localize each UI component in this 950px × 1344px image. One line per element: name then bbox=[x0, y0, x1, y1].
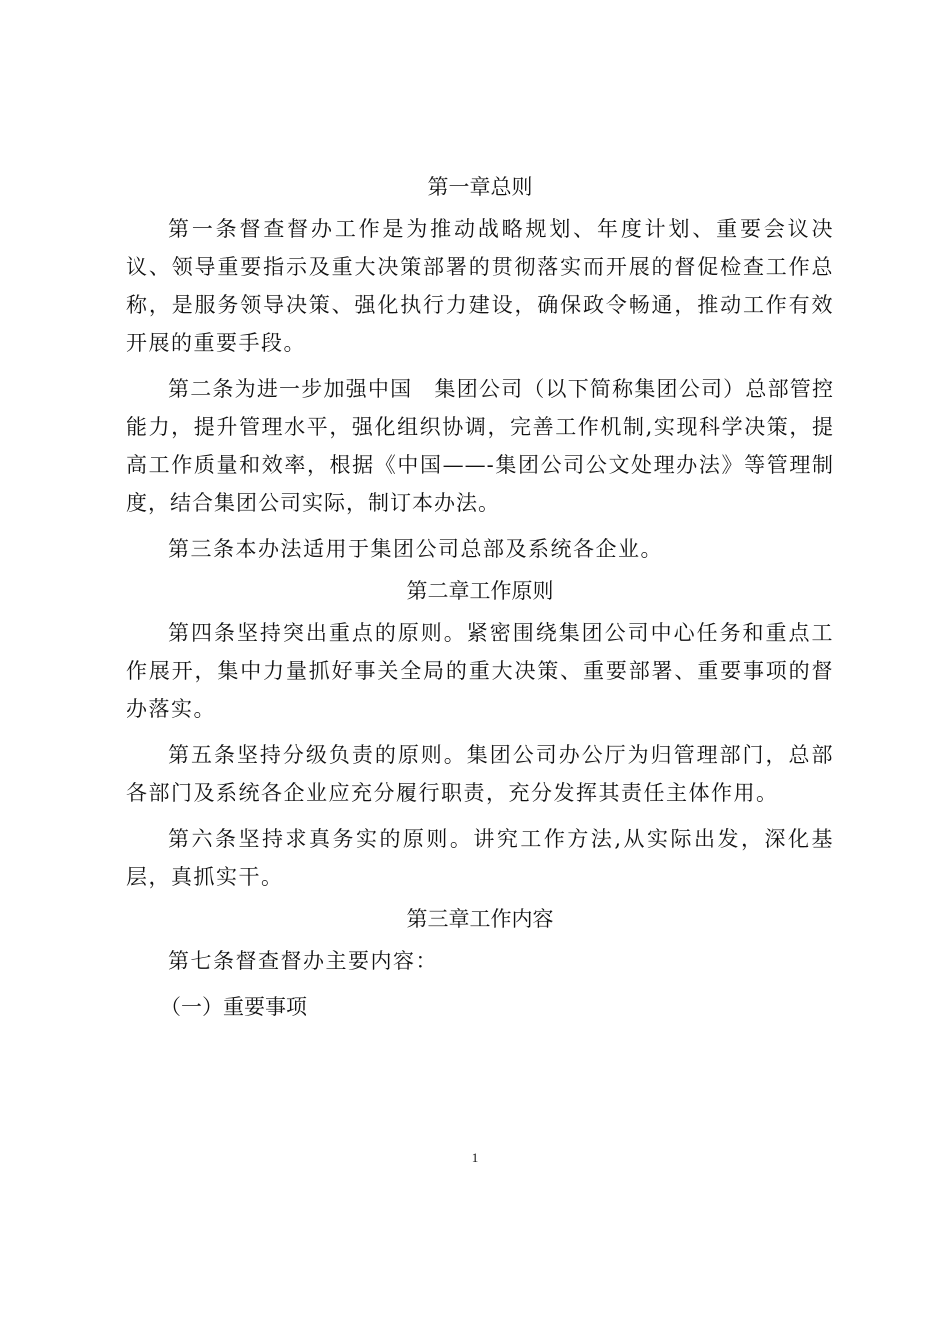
article-5: 第五条坚持分级负责的原则。集团公司办公厅为归管理部门，总部各部门及系统各企业应充分履行职责，充分发挥其责任主体作用。 bbox=[126, 743, 834, 805]
chapter-2-title: 第二章工作原则 bbox=[406, 579, 554, 603]
page-number: 1 bbox=[471, 1150, 479, 1165]
article-1: 第一条督查督办工作是为推动战略规划、年度计划、重要会议决议、领导重要指示及重大决策部署的贯彻落实而开展的督促检查工作总称，是服务领导决策、强化执行力建设，确保政令畅通，推动工作有效开展的重要手段。 bbox=[126, 217, 834, 355]
article-7: 第七条督查督办主要内容： bbox=[168, 949, 438, 973]
chapter-3-title: 第三章工作内容 bbox=[406, 907, 554, 931]
article-2: 第二条为进一步加强中国 集团公司（以下简称集团公司）总部管控能力，提升管理水平，强化组织协调，完善工作机制,实现科学决策，提高工作质量和效率，根据《中国——-集团公司公文处理办法》等管理制度，结合集团公司实际，制订本办法。 bbox=[126, 377, 834, 515]
document-body bbox=[126, 172, 834, 1026]
list-item-important-matters: （一）重要事项 bbox=[160, 995, 307, 1019]
chapter-1-title: 第一章总则 bbox=[427, 175, 533, 199]
article-4: 第四条坚持突出重点的原则。紧密围绕集团公司中心任务和重点工作展开，集中力量抓好事关全局的重大决策、重要部署、重要事项的督办落实。 bbox=[126, 621, 834, 721]
article-6: 第六条坚持求真务实的原则。讲究工作方法,从实际出发，深化基层，真抓实干。 bbox=[126, 827, 834, 889]
article-3: 第三条本办法适用于集团公司总部及系统各企业。 bbox=[168, 537, 663, 561]
